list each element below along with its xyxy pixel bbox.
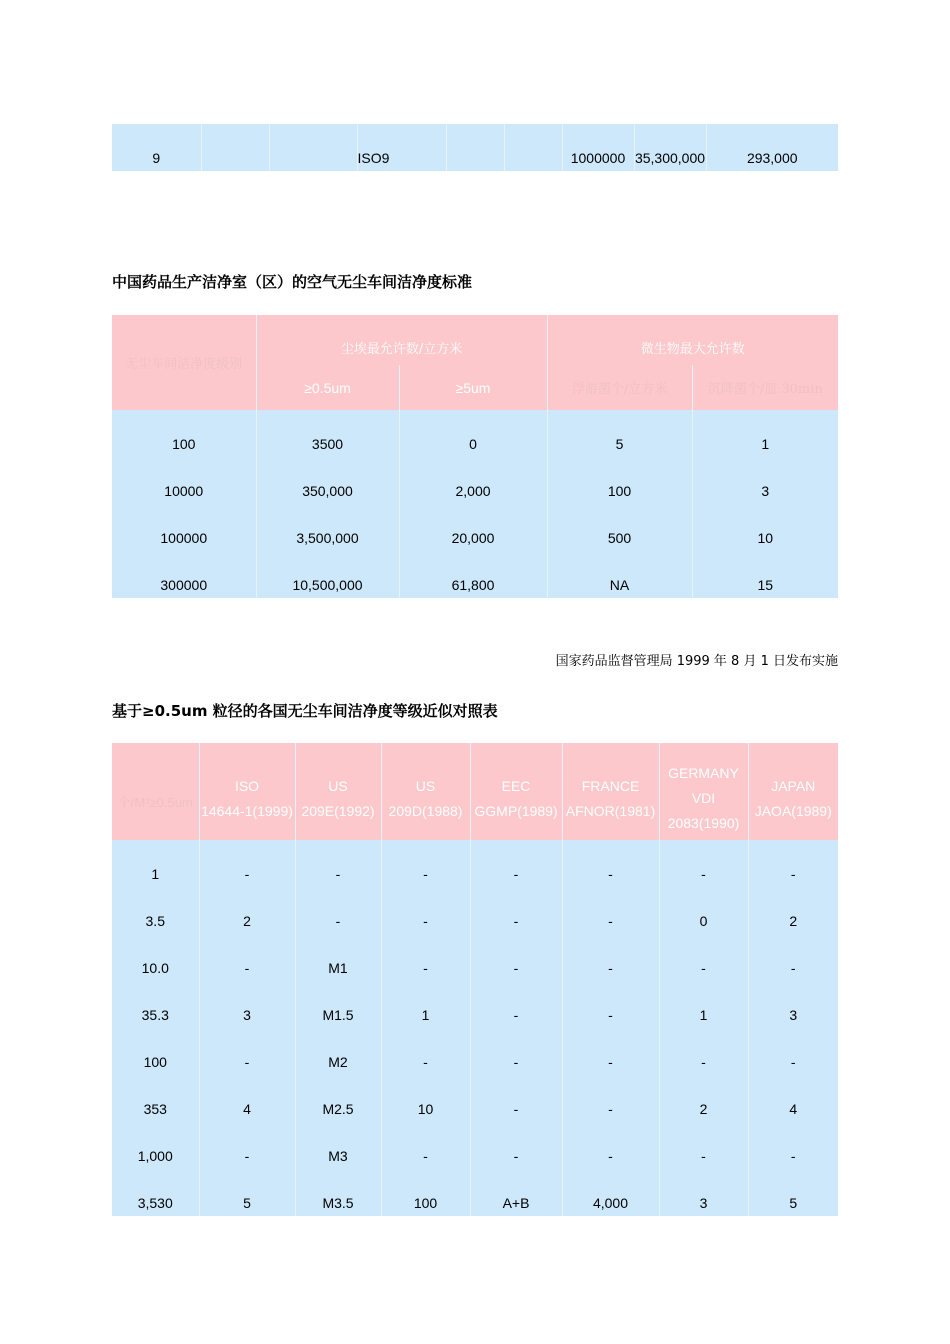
header-line: 14644-1(1999) xyxy=(201,802,293,819)
header-cell xyxy=(295,743,381,840)
header-cell xyxy=(562,743,659,840)
table-cell: 35.3 xyxy=(112,981,199,1028)
table-cell: 100 xyxy=(547,457,692,504)
header-line: US xyxy=(328,777,348,794)
subheader-cell: ≥0.5um xyxy=(256,365,399,410)
table-cell: M2.5 xyxy=(295,1075,381,1122)
table-cell: - xyxy=(659,934,748,981)
table-cell: 2 xyxy=(659,1075,748,1122)
table-cell: - xyxy=(562,887,659,934)
table-cell: 10000 xyxy=(112,457,256,504)
table-cell: - xyxy=(659,1028,748,1075)
header-cell xyxy=(470,743,562,840)
table-cell xyxy=(269,124,357,171)
table-row xyxy=(112,504,838,551)
table-cell: - xyxy=(562,934,659,981)
table-cell: 0 xyxy=(659,887,748,934)
table-cell: - xyxy=(381,934,470,981)
section-title: 中国药品生产洁净室（区）的空气无尘车间洁净度标准 xyxy=(112,273,473,291)
table-cell: 3,500,000 xyxy=(256,504,399,551)
table-cell: - xyxy=(470,934,562,981)
header-line: 2083(1990) xyxy=(667,815,740,831)
table-cell: 4,000 xyxy=(562,1169,659,1216)
table-cell: - xyxy=(562,1122,659,1169)
table-cell: - xyxy=(381,1122,470,1169)
table-cell: - xyxy=(381,1028,470,1075)
header-cell xyxy=(199,743,295,840)
table-cell: 3 xyxy=(748,981,838,1028)
header-line: EEC xyxy=(501,777,531,794)
header-line: JAPAN xyxy=(771,777,816,794)
table-cell: 293,000 xyxy=(706,124,838,171)
table-cell: - xyxy=(470,887,562,934)
table-cell: 100000 xyxy=(112,504,256,551)
header-line: GGMP(1989) xyxy=(474,802,558,819)
table-cell: M1 xyxy=(295,934,381,981)
table-cell: M3.5 xyxy=(295,1169,381,1216)
dust-header: 尘埃最允许数/立方米 xyxy=(256,315,547,365)
table-row xyxy=(112,981,838,1028)
table-cell: - xyxy=(295,840,381,887)
table-cell: 1 xyxy=(692,410,838,457)
table-row xyxy=(112,1075,838,1122)
table-row xyxy=(112,457,838,504)
table-cell: - xyxy=(199,840,295,887)
table-row xyxy=(112,840,838,887)
table-cell: - xyxy=(562,1075,659,1122)
table-cell: 4 xyxy=(748,1075,838,1122)
table-cell: 1000000 xyxy=(562,124,634,171)
table-cell: ISO9 xyxy=(357,124,446,171)
header-cell xyxy=(748,743,838,840)
table-cell: A+B xyxy=(470,1169,562,1216)
header-cell xyxy=(659,743,748,840)
header-line: GERMANY xyxy=(668,765,739,781)
table-cell: 3 xyxy=(199,981,295,1028)
table-cell: - xyxy=(748,840,838,887)
table-cell: 0 xyxy=(399,410,547,457)
source-note: 国家药品监督管理局 1999 年 8 月 1 日发布实施 xyxy=(555,654,838,669)
table-cell: 100 xyxy=(112,1028,199,1075)
table-cell xyxy=(201,124,269,171)
header-row xyxy=(112,743,838,840)
table-cell: 3500 xyxy=(256,410,399,457)
table-cell: 10,500,000 xyxy=(256,551,399,598)
table-cell: - xyxy=(381,887,470,934)
table-row xyxy=(112,1028,838,1075)
table-cell: 9 xyxy=(112,124,201,171)
table-cell xyxy=(446,124,504,171)
header-cell xyxy=(381,743,470,840)
table-cell: 1 xyxy=(112,840,199,887)
header-row xyxy=(112,315,838,365)
table-cell: 10 xyxy=(381,1075,470,1122)
table-row xyxy=(112,1122,838,1169)
table-cell: 3 xyxy=(659,1169,748,1216)
table-cell: - xyxy=(470,1028,562,1075)
header-line: JAOA(1989) xyxy=(754,802,832,819)
table-cell: 100 xyxy=(381,1169,470,1216)
header-line: ISO xyxy=(234,777,260,794)
table-cell: 5 xyxy=(199,1169,295,1216)
table-cell: - xyxy=(199,1028,295,1075)
table-cell: 350,000 xyxy=(256,457,399,504)
cleanroom-comparison-table xyxy=(112,743,838,1216)
header-line: FRANCE xyxy=(581,777,640,794)
table-cell: - xyxy=(199,934,295,981)
header-line: VDI xyxy=(691,790,716,806)
table-row xyxy=(112,124,838,171)
table-cell xyxy=(504,124,562,171)
table-cell: 500 xyxy=(547,504,692,551)
table-cell: - xyxy=(562,1028,659,1075)
header-line: AFNOR(1981) xyxy=(565,802,656,819)
section-title: 基于≥0.5um 粒径的各国无尘车间洁净度等级近似对照表 xyxy=(112,702,498,720)
table-cell: 100 xyxy=(112,410,256,457)
table-cell: M1.5 xyxy=(295,981,381,1028)
subheader-cell: 浮游菌个/立方米 xyxy=(547,365,692,410)
header-line: US xyxy=(415,777,436,794)
table-cell: 35,300,000 xyxy=(634,124,706,171)
table-cell: 3,530 xyxy=(112,1169,199,1216)
table-cell: - xyxy=(199,1122,295,1169)
table-cell: 10.0 xyxy=(112,934,199,981)
table-cell: 61,800 xyxy=(399,551,547,598)
table-cell: M2 xyxy=(295,1028,381,1075)
table-cell: - xyxy=(470,1122,562,1169)
header-cell xyxy=(112,743,199,840)
table-cell: 2 xyxy=(199,887,295,934)
table-cell: 5 xyxy=(547,410,692,457)
table-cell: 1,000 xyxy=(112,1122,199,1169)
table-row xyxy=(112,934,838,981)
table-cell: 300000 xyxy=(112,551,256,598)
table-cell: NA xyxy=(547,551,692,598)
table-cell: 1 xyxy=(381,981,470,1028)
subheader-cell: ≥5um xyxy=(399,365,547,410)
table-row xyxy=(112,551,838,598)
table-cell: 2 xyxy=(748,887,838,934)
table-cell: - xyxy=(381,840,470,887)
table-cell: 20,000 xyxy=(399,504,547,551)
table-cell: 5 xyxy=(748,1169,838,1216)
table-cell: 3.5 xyxy=(112,887,199,934)
table-row xyxy=(112,887,838,934)
header-line: 209D(1988) xyxy=(388,802,463,819)
table-cell: - xyxy=(470,1075,562,1122)
table-cell: 4 xyxy=(199,1075,295,1122)
table-cell: 3 xyxy=(692,457,838,504)
header-line: 个/M³≥0.5um xyxy=(117,795,193,810)
table-cell: 15 xyxy=(692,551,838,598)
table-cell: - xyxy=(748,1122,838,1169)
table-cell: 353 xyxy=(112,1075,199,1122)
table-cell: - xyxy=(659,1122,748,1169)
table-cell: M3 xyxy=(295,1122,381,1169)
subheader-cell: 沉降菌个/皿.30min xyxy=(692,365,838,410)
table-cell: - xyxy=(562,981,659,1028)
top-table xyxy=(112,124,838,171)
table-row xyxy=(112,1169,838,1216)
table-cell: - xyxy=(659,840,748,887)
table-row xyxy=(112,410,838,457)
table-cell: - xyxy=(748,934,838,981)
table-cell: 1 xyxy=(659,981,748,1028)
table-cell: - xyxy=(470,840,562,887)
microbe-header: 微生物最大允许数 xyxy=(547,315,838,365)
table-cell: - xyxy=(562,840,659,887)
table-cell: - xyxy=(295,887,381,934)
table-cell: - xyxy=(470,981,562,1028)
table-cell: 2,000 xyxy=(399,457,547,504)
table-cell: 10 xyxy=(692,504,838,551)
level-header: 无尘车间洁净度级别 xyxy=(112,315,256,410)
cleanroom-standard-table xyxy=(112,315,838,598)
header-line: 209E(1992) xyxy=(301,802,375,819)
table-cell: - xyxy=(748,1028,838,1075)
